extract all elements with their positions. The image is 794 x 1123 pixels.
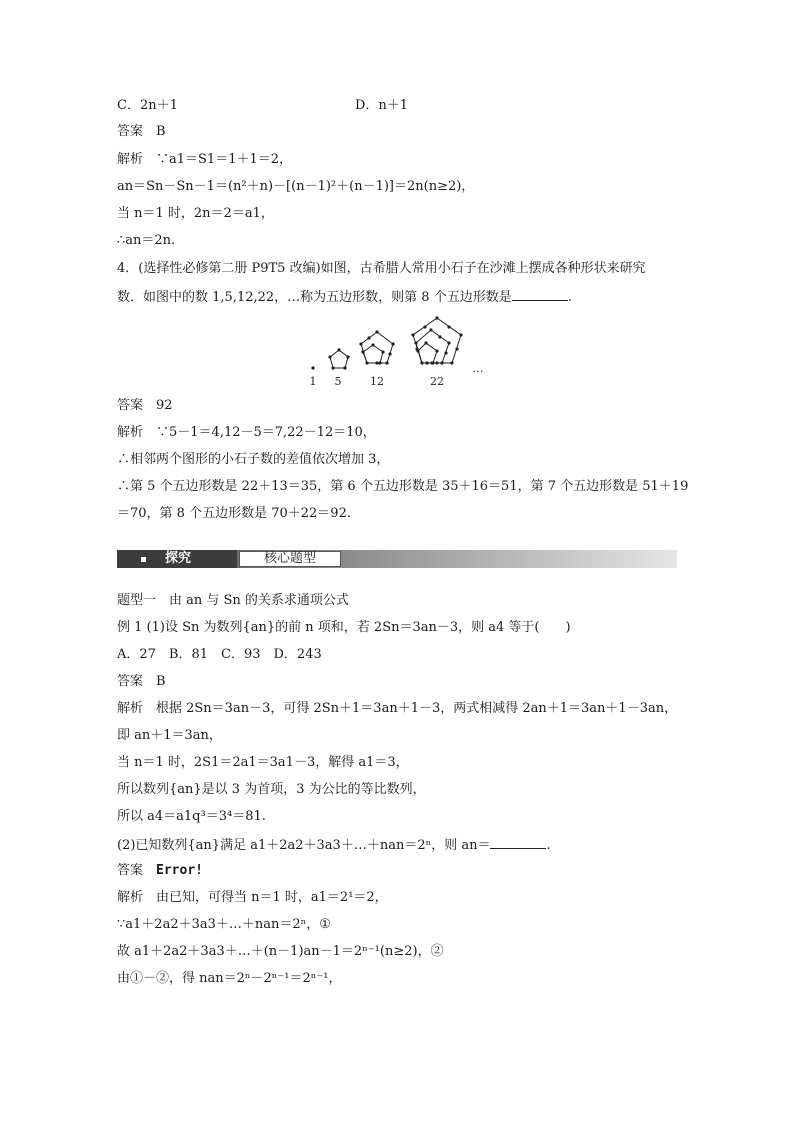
pebble [420, 361, 423, 364]
pebble [346, 355, 349, 358]
figure-label-5: 5 [334, 375, 342, 388]
conclusion-line: ∴an＝2n. [117, 233, 176, 248]
banner-right-label: 核心题型 [239, 551, 341, 567]
text-line: 即 an＋1＝3an， [117, 728, 222, 743]
pebble [440, 361, 443, 364]
pebble [371, 343, 374, 346]
pebble [311, 366, 314, 369]
analysis-line: 解析 根据 2Sn＝3an－3，可得 2Sn＋1＝3an＋1－3，两式相减得 2an＋1＝3an＋1－3an， [117, 701, 678, 716]
pebble [385, 361, 388, 364]
pebble [367, 336, 370, 339]
pebble [331, 366, 334, 369]
pebble [365, 361, 368, 364]
pentagon-5 [330, 350, 348, 368]
figure-ellipsis: … [472, 362, 484, 375]
question-4-text: 数．如图中的数 1,5,12,22，…称为五边形数，则第 8 个五边形数是 [117, 290, 512, 305]
example-1-question: 例 1 (1)设 Sn 为数列{an}的前 n 项和，若 2Sn＝3an－3，则 a4 等于( ) [117, 620, 571, 635]
text-line: ∴第 5 个五边形数是 22＋13＝35，第 6 个五边形数是 35＋16＝51，第 7 个五边形数是 51＋19 [117, 479, 689, 494]
answer-label: 答案 [117, 863, 144, 878]
answer-blank [512, 288, 568, 301]
text-line: ＝70，第 8 个五边形数是 70＋22＝92. [117, 506, 351, 521]
text-line: ∴相邻两个图形的小石子数的差值依次增加 3， [117, 452, 390, 467]
pebble [337, 348, 340, 351]
pebble [435, 316, 438, 319]
part-2-text: (2)已知数列{an}满足 a1＋2a2＋3a3＋…＋nan＝2ⁿ，则 an＝ [117, 838, 491, 853]
pebble [361, 350, 364, 353]
pentagon-22-inner [418, 343, 437, 363]
pebble [450, 361, 453, 364]
answer-error-value: Error! [156, 863, 203, 878]
figure-label-1: 1 [309, 375, 317, 388]
pebble [375, 361, 378, 364]
question-4-period: . [567, 290, 572, 305]
pentagonal-numbers-figure [300, 312, 500, 390]
pentagon-12-inner [363, 345, 383, 363]
answer-line: 答案 B [117, 674, 166, 689]
equation-2: 故 a1＋2a2＋3a3＋…＋(n－1)an－1＝2ⁿ⁻¹(n≥2)，② [117, 944, 444, 959]
answer-blank [490, 836, 546, 849]
square-icon [141, 557, 146, 562]
text-line: 当 n＝1 时，2S1＝2a1＝3a1－3，解得 a1＝3， [117, 755, 409, 770]
pebble [391, 342, 394, 345]
pebble [328, 355, 331, 358]
option-d: D．n＋1 [355, 98, 409, 113]
answer-line: 答案 B [117, 124, 166, 139]
pentagon-22-mid [416, 330, 449, 363]
pebble [414, 341, 417, 344]
answer-line [117, 863, 203, 879]
example-1-part-2 [117, 836, 551, 854]
analysis-line: 解析 由已知，可得当 n＝1 时，a1＝2¹＝2， [117, 890, 388, 905]
pebble [388, 352, 391, 355]
text-line: 当 n＝1 时，2n＝2＝a1， [117, 206, 274, 221]
analysis-line: 解析 ∵5－1＝4,12－5＝7,22－12＝10， [117, 425, 376, 440]
pebble [359, 342, 362, 345]
equation-1: ∵a1＋2a2＋3a3＋…＋nan＝2ⁿ，① [117, 917, 331, 932]
figure-label-22: 22 [430, 375, 444, 388]
text-line: 所以数列{an}是以 3 为首项，3 为公比的等比数列， [117, 782, 426, 797]
section-heading: 题型一 由 an 与 Sn 的关系求通项公式 [117, 593, 349, 608]
pebble [381, 350, 384, 353]
example-1-options: A．27 B．81 C．93 D．243 [117, 647, 322, 662]
equation-result: 由①－②，得 nan＝2ⁿ－2ⁿ⁻¹＝2ⁿ⁻¹， [117, 971, 342, 986]
option-c: C．2n＋1 [117, 98, 178, 113]
formula-line: an＝Sn－Sn－1＝(n²＋n)－[(n－1)²＋(n－1)]＝2n(n≥2)， [117, 179, 475, 194]
pebble [343, 366, 346, 369]
pebble [435, 361, 438, 364]
pebble [447, 325, 450, 328]
pebble [416, 349, 419, 352]
pebble [438, 335, 441, 338]
pebble [378, 361, 381, 364]
pebble [423, 325, 426, 328]
pebble [429, 328, 432, 331]
pebble [447, 341, 450, 344]
pebble [411, 333, 414, 336]
figure-label-12: 12 [370, 375, 384, 388]
question-4-line-2 [117, 288, 572, 306]
pebble [459, 333, 462, 336]
pebble [435, 349, 438, 352]
pebble [424, 341, 427, 344]
pebble [455, 347, 458, 350]
text-line: 所以 a4＝a1q³＝3⁴＝81. [117, 809, 266, 824]
pebble [431, 361, 434, 364]
answer-line: 答案 92 [117, 398, 173, 413]
pebble [444, 351, 447, 354]
question-4-line-1: 4．(选择性必修第二册 P9T5 改编)如图，古希腊人常用小石子在沙滩上摆成各种形状来研究 [117, 261, 646, 276]
pebble [375, 330, 378, 333]
analysis-line: 解析 ∵a1＝S1＝1＋1＝2， [117, 152, 293, 167]
pebble [425, 361, 428, 364]
banner-explore [117, 550, 237, 568]
banner-left-label: 探究 [165, 551, 192, 566]
section-banner [117, 548, 677, 570]
part-2-period: . [546, 838, 551, 853]
